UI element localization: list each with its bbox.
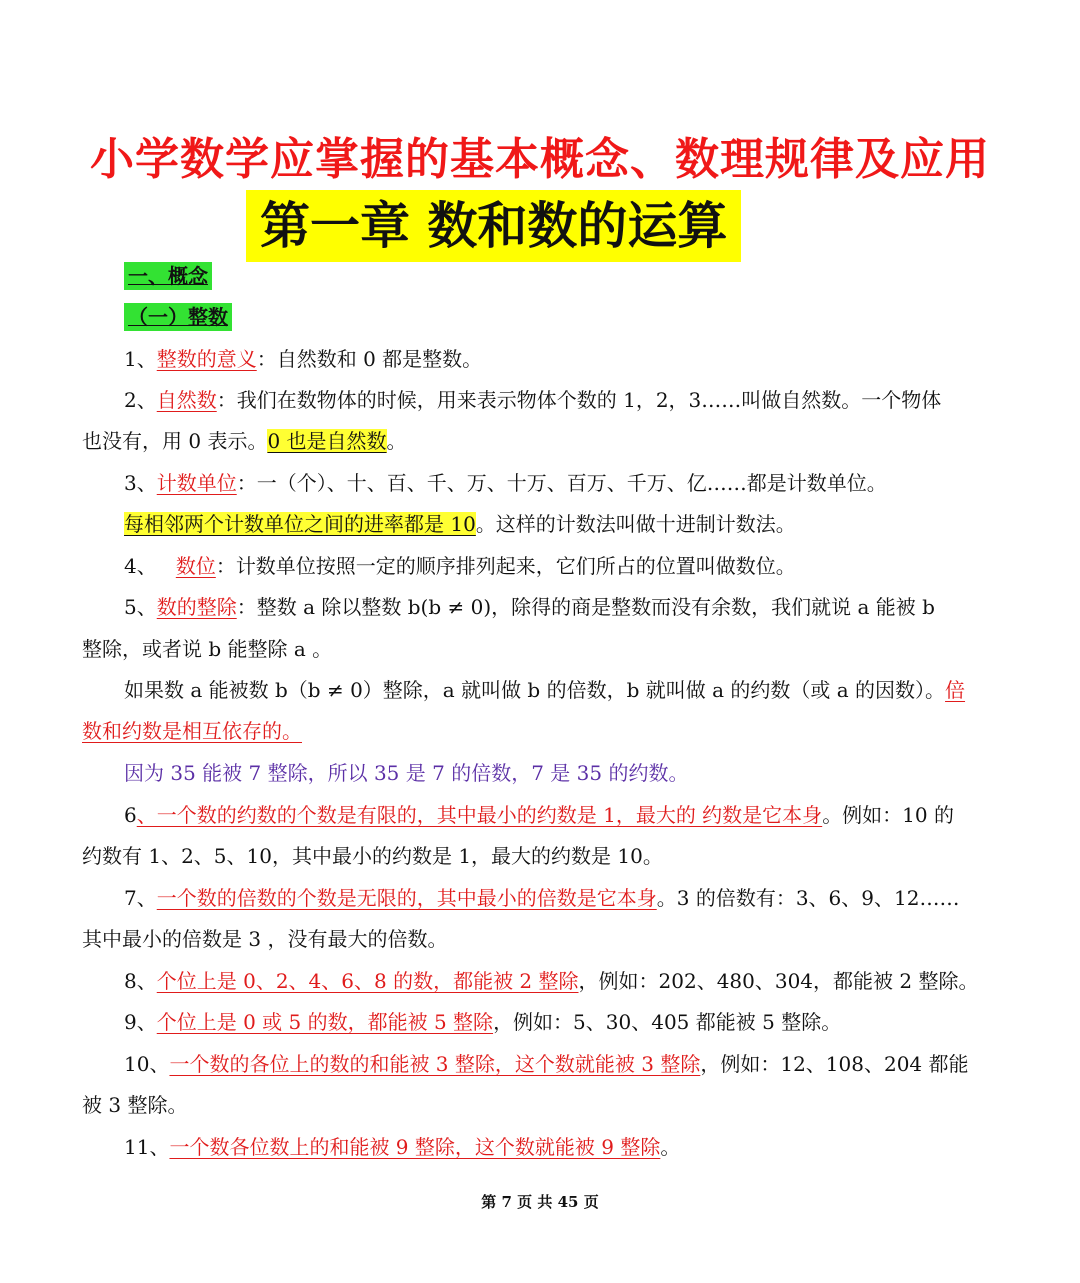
item-5-continued: 整除，或者说 b 能整除 a 。 [82,637,333,661]
item-7: 7、一个数的倍数的个数是无限的，其中最小的倍数是它本身。3 的倍数有：3、6、9、12…… [124,886,960,910]
term: 整数的意义 [156,347,257,371]
item-5: 5、数的整除：整数 a 除以整数 b(b ≠ 0)，除得的商是整数而没有余数，我们就说 a 能被 b [124,595,935,619]
chapter-title: 第一章 数和数的运算 [246,190,741,262]
item-5-paragraph-continued: 数和约数是相互依存的。 [82,719,302,743]
highlight: 每相邻两个计数单位之间的进率都是 10 [124,512,476,536]
item-2: 2、自然数：我们在数物体的时候，用来表示物体个数的 1，2，3……叫做自然数。一个物体 [124,388,942,412]
page-number: 第 7 页 共 45 页 [481,1193,599,1211]
term: 、一个数的约数的个数是有限的，其中最小的约数是 1，最大的 约数是它本身 [136,803,823,827]
item-8: 8、个位上是 0、2、4、6、8 的数，都能被 2 整除，例如：202、480、304，都能被 2 整除。 [124,969,979,993]
item-6-continued: 约数有 1、2、5、10，其中最小的约数是 1，最大的约数是 10。 [82,844,663,868]
item-4: 4、 数位：计数单位按照一定的顺序排列起来，它们所占的位置叫做数位。 [124,554,796,578]
item-1: 1、整数的意义：自然数和 0 都是整数。 [124,347,483,371]
item-2-continued: 也没有，用 0 表示。0 也是自然数。 [82,429,407,453]
term: 计数单位 [156,471,237,495]
item-3-continued: 每相邻两个计数单位之间的进率都是 10。这样的计数法叫做十进制计数法。 [124,512,796,536]
item-9: 9、个位上是 0 或 5 的数，都能被 5 整除，例如：5、30、405 都能被 5 整除。 [124,1010,842,1034]
section-heading: 一、概念 [124,262,212,290]
item-7-continued: 其中最小的倍数是 3 ，没有最大的倍数。 [82,927,448,951]
subsection-heading: （一）整数 [124,303,232,331]
term: 一个数的各位上的数的和能被 3 整除，这个数就能被 3 整除 [169,1052,701,1076]
term: 个位上是 0 或 5 的数，都能被 5 整除 [156,1010,494,1034]
item-3: 3、计数单位：一（个）、十、百、千、万、十万、百万、千万、亿……都是计数单位。 [124,471,887,495]
item-10: 10、一个数的各位上的数的和能被 3 整除，这个数就能被 3 整除，例如：12、108、204 都能 [124,1052,969,1076]
term: 数的整除 [156,595,237,619]
highlight: 0 也是自然数 [267,429,387,453]
term: 一个数的倍数的个数是无限的，其中最小的倍数是它本身 [156,886,657,910]
term: 自然数 [156,388,217,412]
term: 数位 [175,554,216,578]
document-title: 小学数学应掌握的基本概念、数理规律及应用 [90,134,990,185]
item-11: 11、一个数各位数上的和能被 9 整除，这个数就能被 9 整除。 [124,1135,681,1159]
item-5-example: 因为 35 能被 7 整除，所以 35 是 7 的倍数，7 是 35 的约数。 [124,761,689,785]
term: 个位上是 0、2、4、6、8 的数，都能被 2 整除 [156,969,579,993]
term: 一个数各位数上的和能被 9 整除，这个数就能被 9 整除 [169,1135,661,1159]
item-6: 6、一个数的约数的个数是有限的，其中最小的约数是 1，最大的 约数是它本身。例如：10 的 [124,803,954,827]
item-10-continued: 被 3 整除。 [82,1093,188,1117]
item-5-paragraph: 如果数 a 能被数 b（b ≠ 0）整除，a 就叫做 b 的倍数，b 就叫做 a 的约数（或 a 的因数）。倍 [124,678,966,702]
